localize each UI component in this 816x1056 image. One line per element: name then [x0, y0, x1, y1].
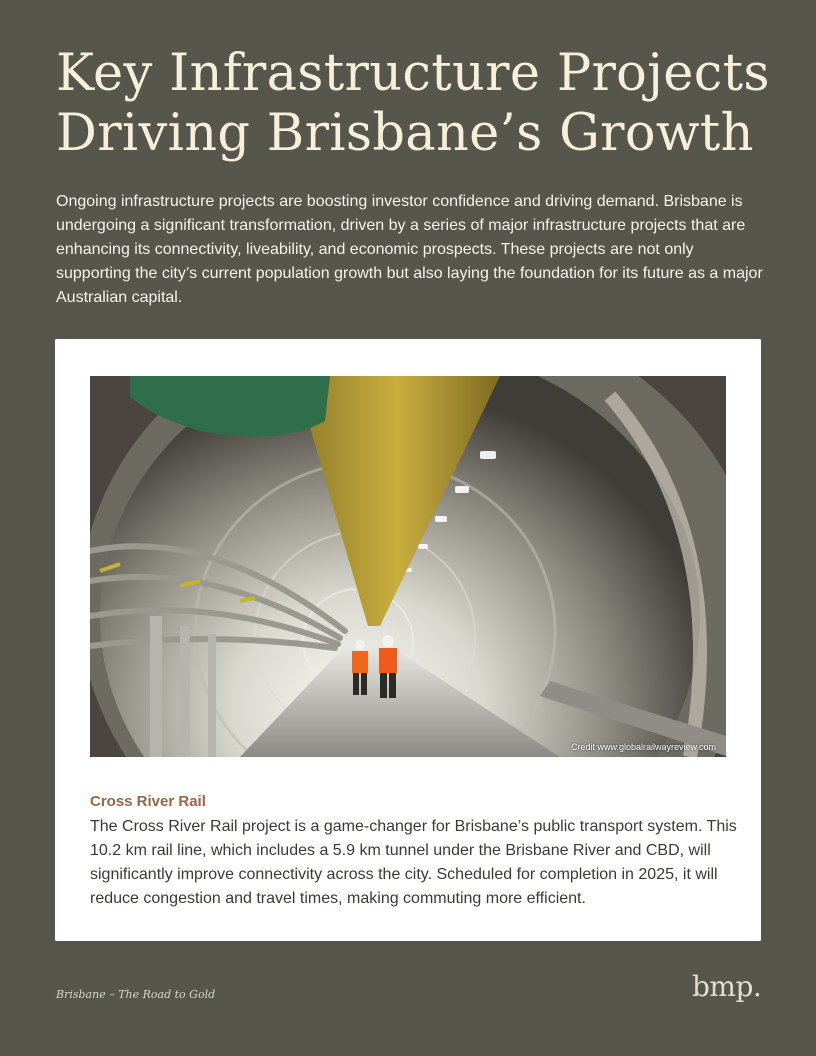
- bmp-logo: bmp.: [692, 970, 762, 1003]
- page-title-line-2: Driving Brisbane’s Growth: [56, 104, 754, 163]
- page-title: [56, 44, 776, 164]
- tunnel-photo-illustration: [90, 376, 726, 757]
- project-heading: Cross River Rail: [90, 793, 206, 810]
- project-card: [55, 339, 761, 941]
- tunnel-photo: [90, 376, 726, 757]
- photo-credit: Credit www.globalrailwayreview.com: [570, 742, 716, 752]
- project-description: The Cross River Rail project is a game-changer for Brisbane’s public transport system. This 10.2 km rail line, which includes a 5.9 km tunnel under the Brisbane River and CBD, will significantly improve connectivity across the city. Scheduled for completion in 2025, it will reduce congestion and travel times, making commuting more efficient.: [90, 818, 737, 907]
- intro-paragraph: Ongoing infrastructure projects are boosting investor confidence and driving demand. Brisbane is undergoing a significant transformation, driven by a series of major infrastructure projects that are enhancing its connectivity, liveability, and economic prospects. These projects are not only supporting the city’s current population growth but also laying the foundation for its future as a major Australian capital.: [56, 193, 763, 306]
- footer-caption: Brisbane – The Road to Gold: [56, 988, 216, 1001]
- page-title-line-1: Key Infrastructure Projects: [56, 44, 770, 103]
